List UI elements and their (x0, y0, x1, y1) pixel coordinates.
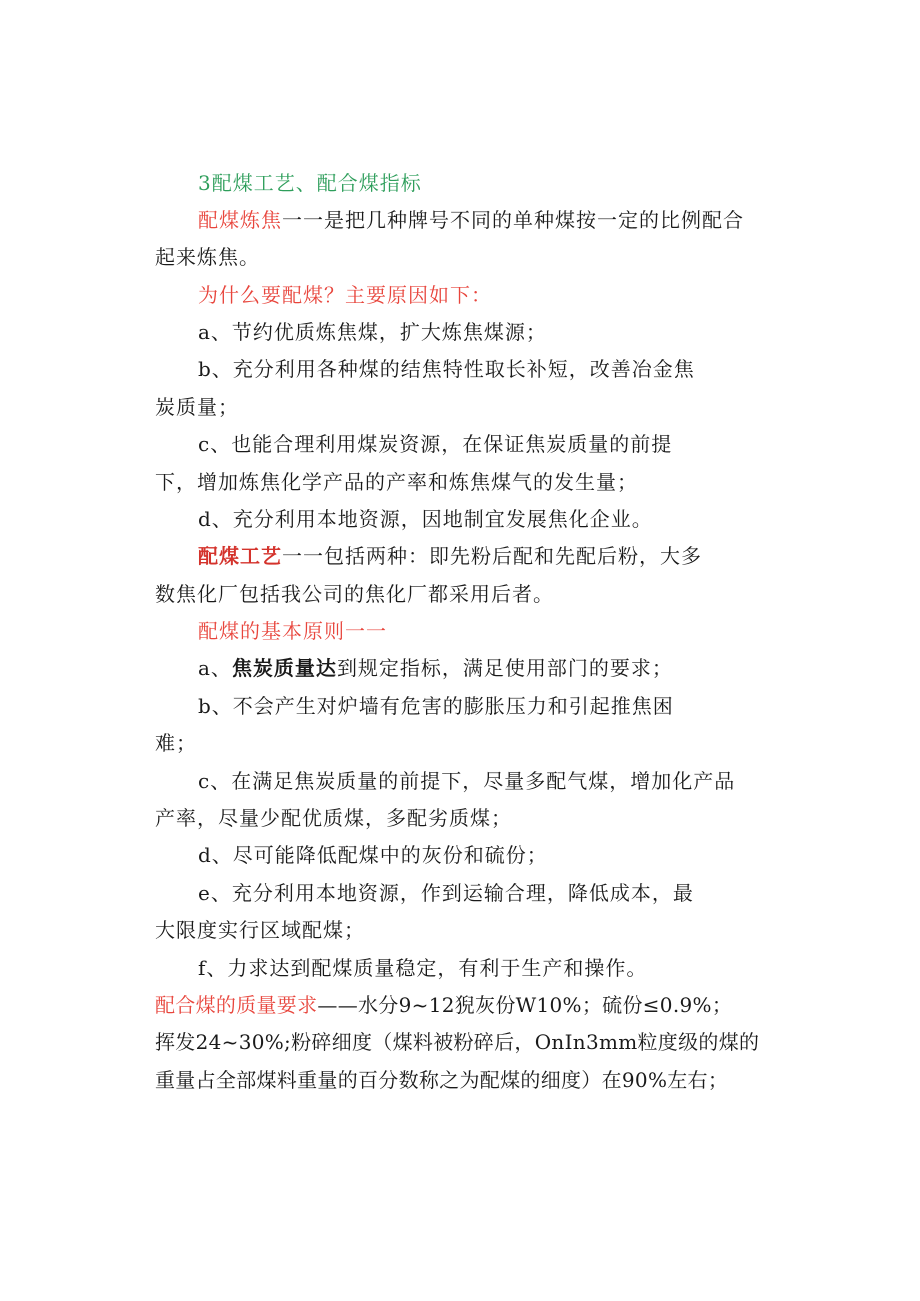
principle-f-text: f、力求达到配煤质量稳定，有利于生产和操作。 (198, 956, 648, 980)
principle-a-rest: 到规定指标，满足使用部门的要求； (336, 656, 673, 680)
process-line-2 (155, 582, 554, 606)
quality-line-1 (155, 993, 732, 1017)
process-text: 一一包括两种：即先粉后配和先配后粉，大多 (282, 544, 702, 568)
section-heading-text: 3配煤工艺、配合煤指标 (198, 171, 422, 195)
principle-item-b (198, 694, 674, 718)
why-item-d-text: d、充分利用本地资源，因地制宜发展焦化企业。 (198, 507, 653, 531)
principles-title (198, 619, 387, 643)
principle-item-a (198, 656, 673, 680)
principles-title-text: 配煤的基本原则一一 (198, 619, 387, 643)
process-text-cont: 数焦化厂包括我公司的焦化厂都采用后者。 (155, 582, 554, 606)
quality-line-3 (155, 1068, 728, 1092)
process-line-1 (198, 544, 702, 568)
principle-item-f (198, 956, 647, 980)
definition-text: 一一是把几种牌号不同的单种煤按一定的比例配合 (282, 208, 744, 232)
why-item-d (198, 507, 653, 531)
principle-e-text: e、充分利用本地资源，作到运输合理，降低成本，最 (198, 881, 694, 905)
principle-c-text-cont: 产率，尽量少配优质煤，多配劣质煤； (155, 806, 512, 830)
principle-item-e (198, 881, 694, 905)
quality-text: ——水分9~12猊灰份W10%；硫份≤0.9%； (317, 993, 733, 1017)
principle-c-text: c、在满足焦炭质量的前提下，尽量多配气煤，增加化产品 (198, 769, 736, 793)
quality-term: 配合煤的质量要求 (155, 993, 318, 1017)
definition-term: 配煤炼焦 (198, 208, 282, 232)
principle-item-c-cont (155, 806, 512, 830)
why-question-text: 为什么要配煤？主要原因如下： (198, 283, 492, 307)
why-item-a-text: a、节约优质炼焦煤，扩大炼焦煤源； (198, 320, 547, 344)
principle-d-text: d、尽可能降低配煤中的灰份和硫份； (198, 843, 548, 867)
definition-line-1 (198, 208, 744, 232)
principle-item-c (198, 769, 735, 793)
process-term: 配煤工艺 (198, 544, 282, 568)
quality-text-cont-2: 重量占全部煤料重量的百分数称之为配煤的细度）在90%左右； (155, 1068, 729, 1092)
section-heading (198, 171, 422, 195)
why-item-c-text: c、也能合理利用煤炭资源，在保证焦炭质量的前提 (198, 432, 673, 456)
principle-item-e-cont (155, 918, 365, 942)
why-item-a (198, 320, 547, 344)
principle-e-text-cont: 大限度实行区域配煤； (155, 918, 365, 942)
why-item-b (198, 357, 695, 381)
why-item-b-cont (155, 395, 239, 419)
principle-b-text: b、不会产生对炉墙有危害的膨胀压力和引起推焦困 (198, 694, 674, 718)
principle-item-b-cont (155, 731, 197, 755)
why-item-b-text: b、充分利用各种煤的结焦特性取长补短，改善冶金焦 (198, 357, 695, 381)
quality-text-cont-1: 挥发24~30%;粉碎细度（煤料被粉碎后，OnIn3mm粒度级的煤的 (155, 1030, 760, 1054)
principle-a-bold: 焦炭质量达 (231, 656, 337, 680)
why-item-b-text-cont: 炭质量； (155, 395, 239, 419)
definition-line-2 (155, 245, 260, 269)
why-item-c-text-cont: 下，增加炼焦化学产品的产率和炼焦煤气的发生量； (155, 470, 638, 494)
why-item-c-cont (155, 470, 638, 494)
why-item-c (198, 432, 672, 456)
principle-b-text-cont: 难； (155, 731, 197, 755)
why-question (198, 283, 492, 307)
definition-text-cont: 起来炼焦。 (155, 245, 260, 269)
quality-line-2 (155, 1030, 759, 1054)
principle-a-prefix: a、 (198, 656, 232, 680)
principle-item-d (198, 843, 548, 867)
